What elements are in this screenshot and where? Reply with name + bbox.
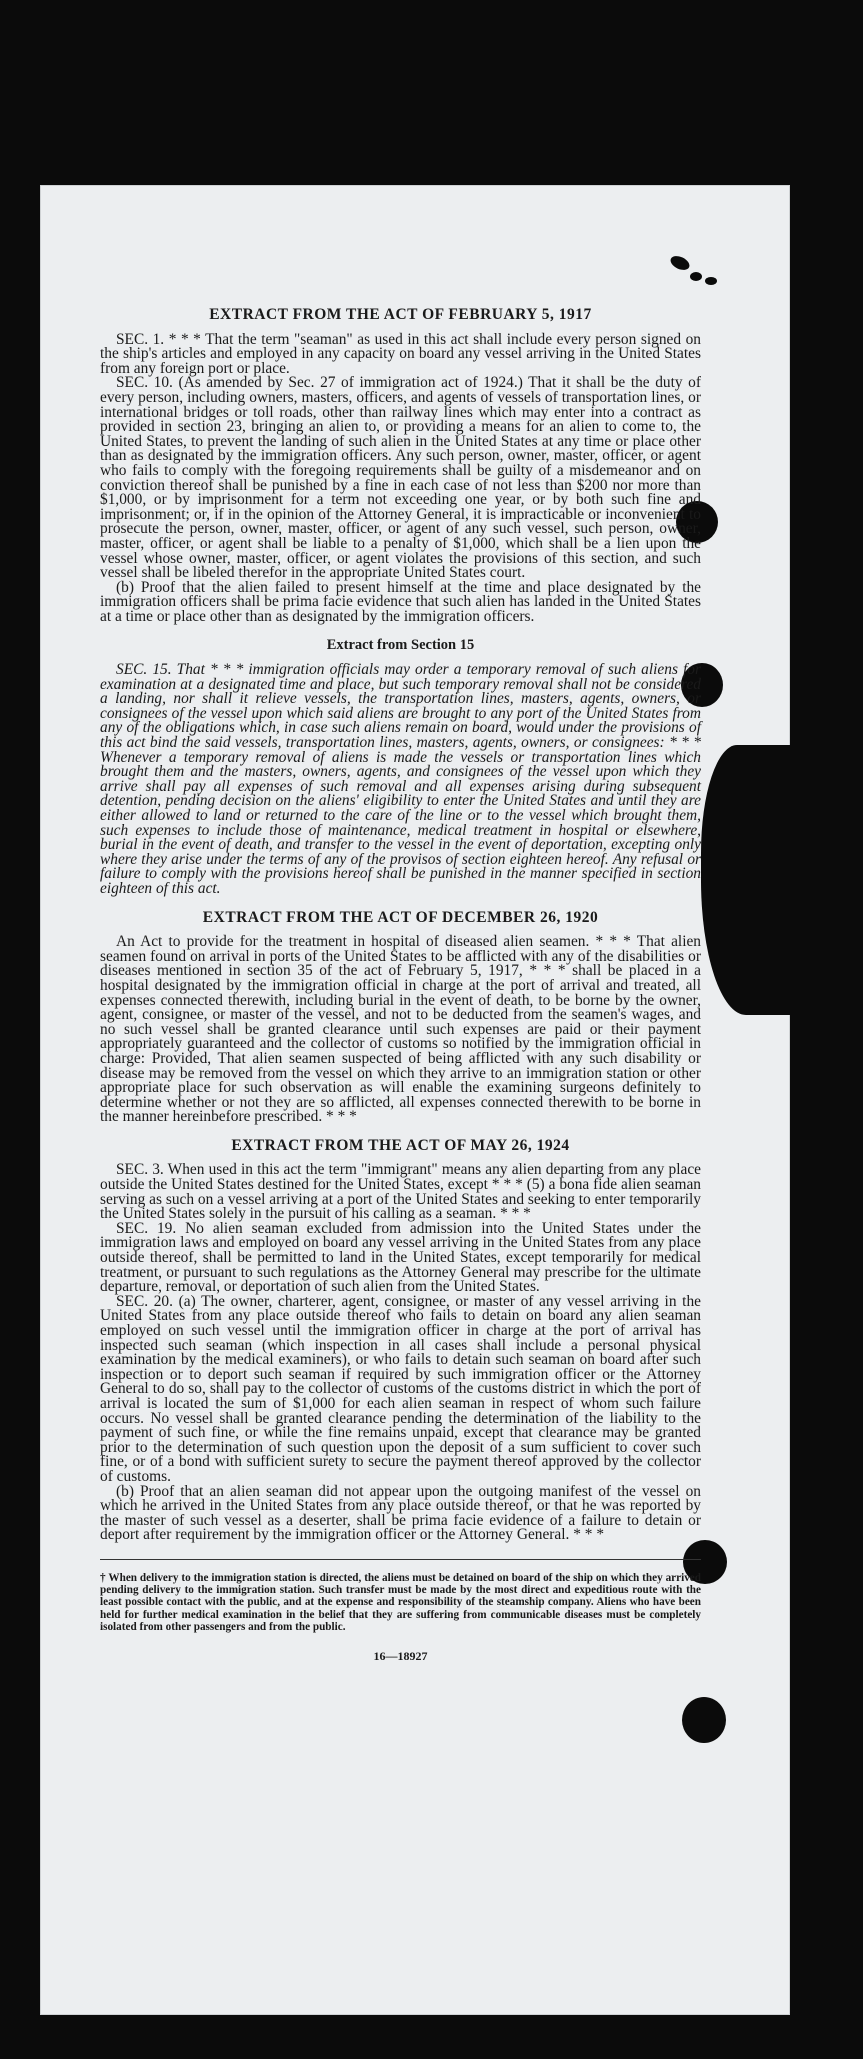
paragraph: SEC. 19. No alien seaman excluded from admission into the United States under the immigration laws and employed on board any vessel arriving in the United States from any place outside thereof, shall be permitted to land in the United States, except temporarily for medical treatment, or pursuant to such regulations as the Attorney General may prescribe for the ultimate departure, removal, or deportation of such alien from the United States. [100, 1219, 701, 1296]
paragraph: SEC. 20. (a) The owner, charterer, agent, consignee, or master of any vessel arriving in the United States from any place outside thereof who fails to detain on board any alien seaman employed on such vessel until the immigration officer in charge at the port of arrival has inspected such seaman (which inspection in all cases shall include a personal physical examination by the medical examiners), or who fails to detain such seaman on board after such inspection or to deport such seaman if required by such immigration officer or the Attorney General to do so, shall pay to the collector of customs of the customs district in which the port of arrival is located the sum of $1,000 for each alien seaman in respect of whom such failure occurs. No vessel shall be granted clearance pending the determination of the liability to the payment of such fine, or while the fine remains unpaid, except that clearance may be granted prior to the determination of such question upon the deposit of a sum sufficient to cover such fine, or of a bond with sufficient surety to secure the payment thereof approved by the collector of customs. [100, 1292, 701, 1485]
paragraph: SEC. 3. When used in this act the term "immigrant" means any alien departing from any place outside the United States destined for the United States, except * * * (5) a bona fide alien seaman serving as such on a vessel arriving at a port of the United States and seeking to enter temporarily the United States solely in the pursuit of his calling as a seaman. * * * [100, 1161, 701, 1223]
form-number: 16—18927 [373, 1648, 428, 1663]
heading-section-15: Extract from Section 15 [326, 637, 475, 654]
document-body [100, 300, 701, 1664]
ink-blot [705, 277, 717, 285]
footnote-divider [100, 1559, 701, 1560]
paragraph: SEC. 15. That * * * immigration officials may order a temporary removal of such aliens for examination at a designated time and place, but such temporary removal shall not be considered a landing, nor shall it relieve vessels, the transportation lines, masters, agents, owners, or consignees of the vessel upon which said aliens are brought to any port of the United States from any of the obligations which, in case such aliens remain on board, would under the provisions of this act bind the said vessels, transportation lines, masters, agents, owners, or consignees: * * * Whenever a temporary removal of aliens is made the vessels or transportation lines which brought them and the masters, owners, agents, and consignees of the vessel upon which they arrive shall pay all expenses of such removal and all expenses arising during subsequent detention, pending decision on the aliens' eligibility to enter the United States and until they are either allowed to land or returned to the care of the line or to the vessel which brought them, such expenses to include those of maintenance, medical treatment in hospital or elsewhere, burial in the event of death, and transfer to the vessel in the event of deportation, excepting only where they arise under the terms of any of the provisos of section eighteen hereof. Any refusal or failure to comply with the provisions hereof shall be punished in the manner specified in section eighteen of this act. [100, 661, 701, 897]
heading-1917: EXTRACT FROM THE ACT OF FEBRUARY 5, 1917 [209, 306, 592, 323]
heading-1920: EXTRACT FROM THE ACT OF DECEMBER 26, 1920 [202, 908, 599, 926]
paragraph: An Act to provide for the treatment in hospital of diseased alien seamen. * * * That alien seamen found on arrival in ports of the United States to be afflicted with any of the disabilities or diseases mentioned in section 35 of the act of February 5, 1917, * * * shall be placed in a hospital designated by the immigration official in charge at the port of arrival and treated, all expenses connected therewith, including burial in the event of death, to be borne by the owner, agent, consignee, or master of the vessel, and not to be deducted from the seamen's wages, and no such vessel shall be granted clearance until such expenses are paid or their payment appropriately guaranteed and the collector of customs so notified by the immigration official in charge: Provided, That alien seamen suspected of being afflicted with any such disability or disease may be removed from the vessel on which they arrive to an immigration station or other appropriate place for such observation as will enable the examining surgeons definitely to determine whether or not they are so afflicted, all expenses connected therewith to be borne in the manner hereinbefore prescribed. * * * [100, 933, 701, 1126]
heading-1924: EXTRACT FROM THE ACT OF MAY 26, 1924 [231, 1136, 570, 1154]
footnote: † When delivery to the immigration station is directed, the aliens must be detained on board of the ship on which they arrived pending delivery to the immigration station. Such transfer must be made by the most direct and expeditious route with the least possible contact with the public, and at the expense and responsibility of the steamship company. Aliens who have been held for further medical examination in the belief that they are suffering from communicable diseases must be completely isolated from other passengers and from the public. [100, 1571, 701, 1633]
paragraph: SEC. 1. * * * That the term "seaman" as used in this act shall include every person signed on the ship's articles and employed in any capacity on board any vessel arriving in the United States from any foreign port or place. [100, 330, 701, 377]
paragraph: (b) Proof that the alien failed to present himself at the time and place designated by the immigration officers shall be prima facie evidence that such alien has landed in the United States at a time or place other than as designated by the immigration officers. [100, 578, 701, 625]
paragraph: SEC. 10. (As amended by Sec. 27 of immigration act of 1924.) That it shall be the duty of every person, including owners, masters, officers, and agents of vessels of transportation lines, or international bridges or toll roads, other than railway lines which may enter into a contract as provided in section 23, bringing an alien to, or providing a means for an alien to come to, the United States, to prevent the landing of such alien in the United States at any time or place other than as designated by the immigration officers. Any such person, owner, master, officer, or agent who fails to comply with the foregoing requirements shall be guilty of a misdemeanor and on conviction thereof shall be punished by a fine in each case of not less than $200 nor more than $1,000, or by imprisonment for a term not exceeding one year, or by both such fine and imprisonment; or, if in the opinion of the Attorney General, it is impracticable or inconvenient to prosecute the person, owner, master, officer, or agent of any such vessel, such person, owner, master, officer, or agent shall be liable to a penalty of $1,000, which shall be a lien upon the vessel whose owner, master, officer, or agent violates the provisions of this section, and such vessel shall be libeled therefor in the appropriate United States court. [100, 374, 701, 582]
torn-edge [701, 745, 791, 1015]
punch-hole [682, 1697, 726, 1743]
ink-blot [690, 272, 702, 281]
paragraph: (b) Proof that an alien seaman did not appear upon the outgoing manifest of the vessel on which he arrived in the United States from any place outside thereof, or that he was reported by the master of such vessel as a deserter, shall be prima facie evidence of a failure to detain or deport after requirement by the immigration officer or the Attorney General. * * * [100, 1482, 701, 1544]
